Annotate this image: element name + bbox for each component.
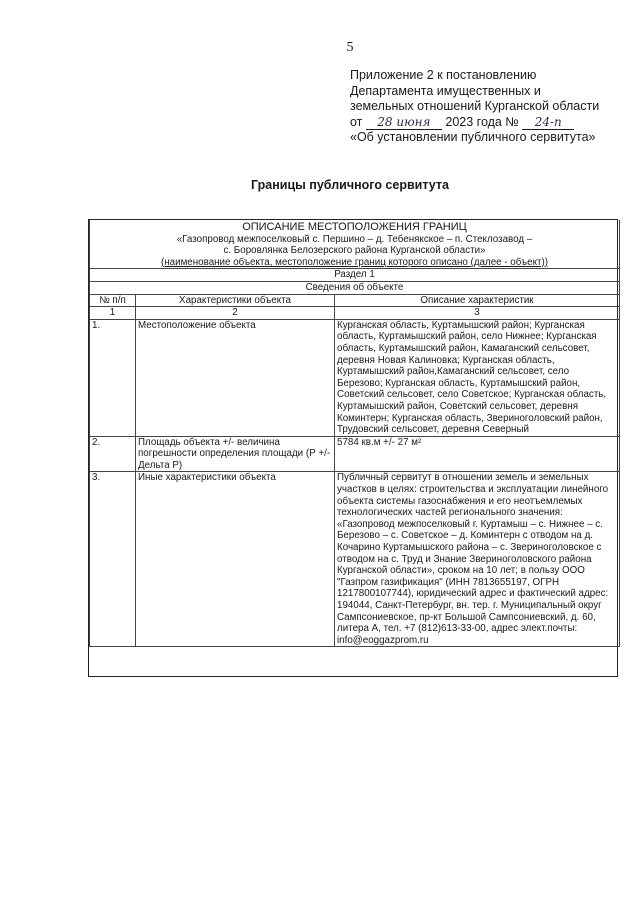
appendix-year-text: 2023 года №	[445, 114, 519, 129]
row-number: 3.	[90, 472, 136, 647]
appendix-line-2: Департамента имущественных и	[350, 83, 541, 98]
table-heading-object-line-2: с. Боровлянка Белозерского района Курганской области»	[223, 245, 486, 257]
column-header-number: № п/п	[90, 294, 136, 307]
table-heading-note: (наименование объекта, местоположение границ которого описано (далее - объект))	[160, 256, 549, 268]
row-characteristic: Местоположение объекта	[136, 319, 335, 436]
appendix-line-1: Приложение 2 к постановлению	[350, 68, 537, 82]
table-heading-object-line-1: «Газопровод межпоселковый с. Першино – д. Тебенякское – п. Стеклозавод –	[176, 233, 533, 245]
row-characteristic: Площадь объекта +/- величина погрешности определения площади (Р +/- Дельта Р)	[136, 436, 335, 472]
handwritten-number: 24-п	[522, 116, 574, 130]
appendix-line-4	[350, 115, 630, 131]
document-title: Границы публичного сервитута	[251, 178, 449, 192]
row-characteristic: Иные характеристики объекта	[136, 472, 335, 647]
column-number-1: 1	[90, 307, 136, 320]
column-number-3: 3	[335, 307, 620, 320]
row-description: Публичный сервитут в отношении земель и земельных участков в целях: строительства и эксплуатации линейного объекта системы газоснабжения и его неотъемлемых технологических частей регионального значения: «Газопровод межпоселковый г. Куртамыш – с. Нижнее – с. Березово – с. Советское – д. Коминтерн с отводом на д. Кочарино Куртамышского района – с. Звериноголовское с отводом на с. Труд и Знание Звериноголовского района Курганской области», сроком на 10 лет; в пользу ООО "Газпром газификация" (ИНН 7813655197, ОГРН 1217800107744), юридический адрес и фактический адрес: 194044, Санкт-Петербург, вн. тер. г. Муниципальный округ Сампсониевское, пр-кт Большой Сампсониевский, д. 60, литера А, тел. +7 (812)613-33-00, адрес элект.почты: info@eoggazprom.ru	[335, 472, 620, 647]
appendix-header	[350, 68, 630, 146]
row-number: 1.	[90, 319, 136, 436]
row-description: 5784 кв.м +/- 27 м²	[335, 436, 620, 472]
table-heading-title: ОПИСАНИЕ МЕСТОПОЛОЖЕНИЯ ГРАНИЦ	[242, 221, 467, 233]
table-row	[90, 472, 620, 647]
description-table-frame	[88, 219, 618, 677]
page-number: 5	[346, 40, 354, 55]
row-description: Курганская область, Куртамышский район; Курганская область, Куртамышский район, село Нижнее; Курганская область, Куртамышский район, Камаганский сельсовет, деревня Новая Калиновка; Курганская область, Куртамышский район,Камаганский сельсовет, село Березово; Курганская область, Куртамышский район, Советский сельсовет, село Советское; Курганская область, Куртамышский район, Советский сельсовет, деревня Коминтерн; Курганская область, Звериноголовский район, Трудовский сельсовет, деревня Северный	[335, 319, 620, 436]
appendix-ot: от	[350, 114, 363, 129]
column-header-characteristic: Характеристики объекта	[136, 294, 335, 307]
table-heading-block	[90, 220, 620, 269]
column-number-2: 2	[136, 307, 335, 320]
section-label: Раздел 1	[90, 269, 620, 282]
row-number: 2.	[90, 436, 136, 472]
description-table	[89, 220, 620, 647]
table-row	[90, 436, 620, 472]
column-number-row	[90, 307, 620, 320]
section-subtitle: Сведения об объекте	[90, 281, 620, 294]
table-row	[90, 319, 620, 436]
appendix-line-5: «Об установлении публичного сервитута»	[350, 130, 596, 144]
handwritten-date: 28 июня	[366, 116, 442, 130]
column-header-row	[90, 294, 620, 307]
appendix-line-3: земельных отношений Курганской области	[350, 99, 600, 113]
column-header-description: Описание характеристик	[335, 294, 620, 307]
